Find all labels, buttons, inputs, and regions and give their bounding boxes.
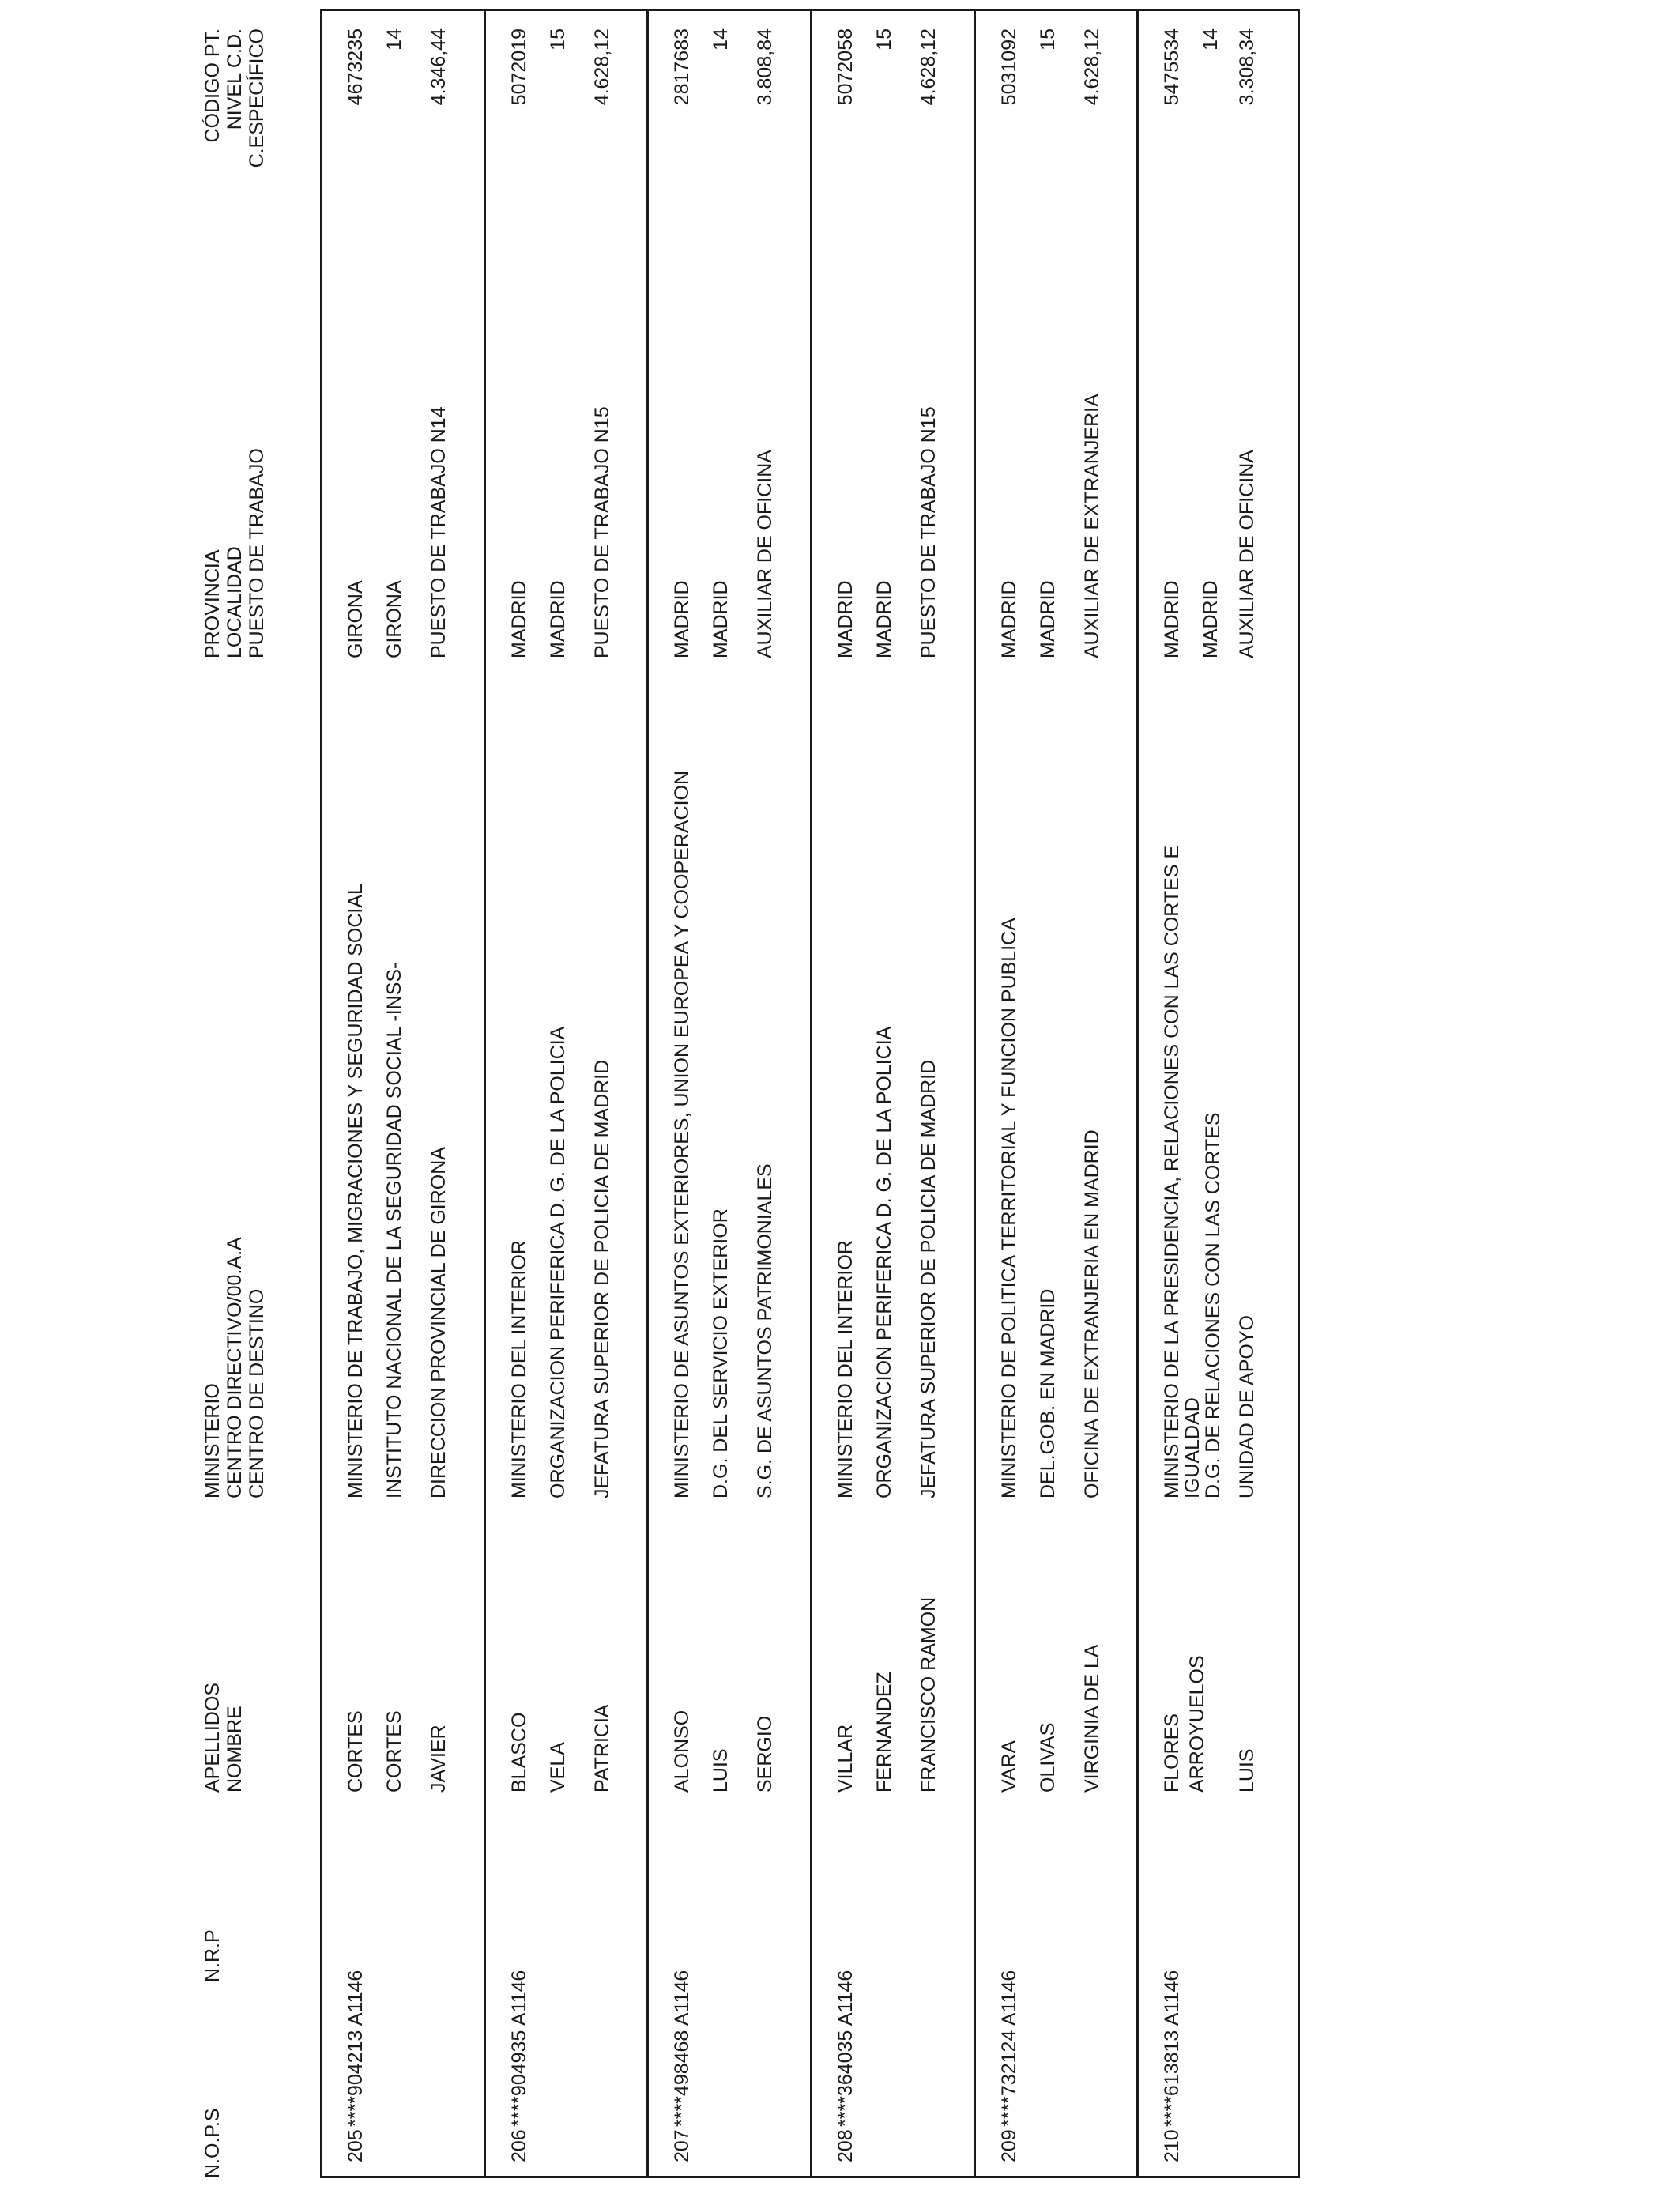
- row-codigo: 5031092: [998, 28, 1020, 106]
- header-nops: N.O.P.S: [202, 2108, 224, 2178]
- row-provincia: MADRID: [1161, 580, 1183, 658]
- row-separator: [1136, 9, 1139, 2178]
- row-separator: [646, 9, 649, 2178]
- header-localidad: LOCALIDAD: [224, 546, 246, 658]
- row-puesto: AUXILIAR DE EXTRANJERIA: [1081, 394, 1103, 658]
- row-separator: [810, 9, 812, 2178]
- row-nombre: VIRGINIA DE LA: [1081, 1644, 1103, 1793]
- row-nrp: ****904213 A1146: [345, 1970, 367, 2127]
- row-provincia: MADRID: [671, 580, 693, 658]
- row-ministerio: MINISTERIO DE POLITICA TERRITORIAL Y FUNCION PUBLICA: [998, 918, 1020, 1498]
- row-centro-directivo: ORGANIZACION PERIFERICA D. G. DE LA POLICIA: [547, 1026, 569, 1498]
- row-especifico: 4.628,12: [1081, 28, 1103, 106]
- row-centro-destino: JEFATURA SUPERIOR DE POLICIA DE MADRID: [591, 1059, 613, 1498]
- row-codigo: 5072019: [508, 28, 530, 106]
- row-nombre: PATRICIA: [591, 1704, 613, 1793]
- row-apellido2: LUIS: [710, 1748, 732, 1793]
- row-apellido2: CORTES: [383, 1710, 405, 1793]
- header-especifico: C.ESPECÍFICO: [246, 28, 268, 168]
- row-codigo: 4673235: [345, 28, 367, 106]
- row-puesto: AUXILIAR DE OFICINA: [754, 450, 776, 658]
- row-nrp: ****732124 A1146: [998, 1970, 1020, 2127]
- row-apellido2: FERNANDEZ: [873, 1672, 895, 1793]
- row-localidad: MADRID: [1037, 580, 1059, 658]
- row-nrp: ****364035 A1146: [834, 1970, 857, 2127]
- row-centro-destino: UNIDAD DE APOYO: [1236, 1315, 1258, 1498]
- row-centro-directivo: D.G. DE RELACIONES CON LAS CORTES: [1202, 1112, 1224, 1498]
- row-centro-destino: DIRECCION PROVINCIAL DE GIRONA: [428, 1147, 450, 1498]
- row-centro-directivo: ORGANIZACION PERIFERICA D. G. DE LA POLICIA: [873, 1026, 895, 1498]
- row-centro-directivo: D.G. DEL SERVICIO EXTERIOR: [710, 1208, 732, 1498]
- row-nombre: SERGIO: [754, 1715, 776, 1793]
- row-apellido1: FLORES: [1161, 1713, 1183, 1793]
- row-nops: 205: [345, 2129, 367, 2162]
- row-apellido2: ARROYUELOS: [1186, 1655, 1208, 1793]
- row-especifico: 4.346,44: [428, 28, 450, 106]
- row-localidad: MADRID: [1200, 580, 1222, 658]
- row-nivel: 14: [383, 28, 405, 51]
- row-ministerio: MINISTERIO DEL INTERIOR: [508, 1240, 530, 1498]
- row-nivel: 14: [710, 28, 732, 51]
- header-nrp: N.R.P: [202, 1929, 224, 1982]
- row-nops: 210: [1161, 2129, 1183, 2162]
- row-nombre: JAVIER: [428, 1725, 450, 1793]
- row-ministerio: MINISTERIO DE ASUNTOS EXTERIORES, UNION EUROPEA Y COOPERACION: [671, 770, 693, 1498]
- row-provincia: MADRID: [508, 580, 530, 658]
- row-localidad: MADRID: [873, 580, 895, 658]
- row-apellido1: VARA: [998, 1740, 1020, 1793]
- row-separator: [974, 9, 976, 2178]
- row-provincia: MADRID: [834, 580, 857, 658]
- row-especifico: 3.308,34: [1236, 28, 1258, 106]
- row-nrp: ****498468 A1146: [671, 1970, 693, 2127]
- row-nivel: 14: [1200, 28, 1222, 51]
- row-apellido1: BLASCO: [508, 1712, 530, 1793]
- row-nops: 209: [998, 2129, 1020, 2162]
- header-nombre: NOMBRE: [224, 1706, 246, 1793]
- row-apellido1: CORTES: [345, 1710, 367, 1793]
- row-nrp: ****904935 A1146: [508, 1970, 530, 2127]
- header-provincia: PROVINCIA: [202, 549, 224, 658]
- header-apellidos: APELLIDOS: [202, 1683, 224, 1793]
- row-puesto: PUESTO DE TRABAJO N15: [917, 406, 940, 658]
- row-nombre: LUIS: [1236, 1748, 1258, 1793]
- row-localidad: MADRID: [710, 580, 732, 658]
- header-ministerio: MINISTERIO: [202, 1383, 224, 1498]
- row-nops: 208: [834, 2129, 857, 2162]
- header-nivel: NIVEL C.D.: [224, 28, 246, 130]
- row-ministerio: MINISTERIO DEL INTERIOR: [834, 1240, 857, 1498]
- row-centro-directivo: DEL.GOB. EN MADRID: [1037, 1288, 1059, 1498]
- row-ministerio-cont: IGUALDAD: [1181, 1397, 1203, 1498]
- row-nivel: 15: [873, 28, 895, 51]
- row-especifico: 4.628,12: [917, 28, 940, 106]
- row-codigo: 5475534: [1161, 28, 1183, 106]
- row-centro-destino: OFICINA DE EXTRANJERIA EN MADRID: [1081, 1129, 1103, 1498]
- row-nivel: 15: [1037, 28, 1059, 51]
- row-especifico: 3.808,84: [754, 28, 776, 106]
- row-ministerio: MINISTERIO DE TRABAJO, MIGRACIONES Y SEGURIDAD SOCIAL: [345, 884, 367, 1498]
- row-apellido2: OLIVAS: [1037, 1722, 1059, 1793]
- row-puesto: PUESTO DE TRABAJO N14: [428, 406, 450, 658]
- row-ministerio: MINISTERIO DE LA PRESIDENCIA, RELACIONES CON LAS CORTES E: [1161, 845, 1183, 1498]
- row-puesto: AUXILIAR DE OFICINA: [1236, 450, 1258, 658]
- row-codigo: 5072058: [834, 28, 857, 106]
- row-nivel: 15: [547, 28, 569, 51]
- row-separator: [484, 9, 486, 2178]
- row-nombre: FRANCISCO RAMON: [917, 1596, 940, 1793]
- header-centro-directivo: CENTRO DIRECTIVO/00.A.A: [224, 1237, 246, 1498]
- row-apellido1: VILLAR: [834, 1724, 857, 1793]
- row-apellido1: ALONSO: [671, 1710, 693, 1793]
- row-centro-destino: JEFATURA SUPERIOR DE POLICIA DE MADRID: [917, 1059, 940, 1498]
- row-provincia: MADRID: [998, 580, 1020, 658]
- row-provincia: GIRONA: [345, 580, 367, 658]
- row-centro-directivo: INSTITUTO NACIONAL DE LA SEGURIDAD SOCIAL -INSS-: [383, 962, 405, 1498]
- row-centro-destino: S.G. DE ASUNTOS PATRIMONIALES: [754, 1163, 776, 1498]
- row-apellido2: VELA: [547, 1742, 569, 1793]
- row-localidad: GIRONA: [383, 580, 405, 658]
- header-codigo: CÓDIGO PT.: [202, 28, 224, 143]
- row-nops: 207: [671, 2129, 693, 2162]
- row-codigo: 2817683: [671, 28, 693, 106]
- row-nops: 206: [508, 2129, 530, 2162]
- row-especifico: 4.628,12: [591, 28, 613, 106]
- row-nrp: ****613813 A1146: [1161, 1970, 1183, 2127]
- row-puesto: PUESTO DE TRABAJO N15: [591, 406, 613, 658]
- row-localidad: MADRID: [547, 580, 569, 658]
- header-puesto: PUESTO DE TRABAJO: [246, 448, 268, 658]
- header-centro-destino: CENTRO DE DESTINO: [246, 1288, 268, 1498]
